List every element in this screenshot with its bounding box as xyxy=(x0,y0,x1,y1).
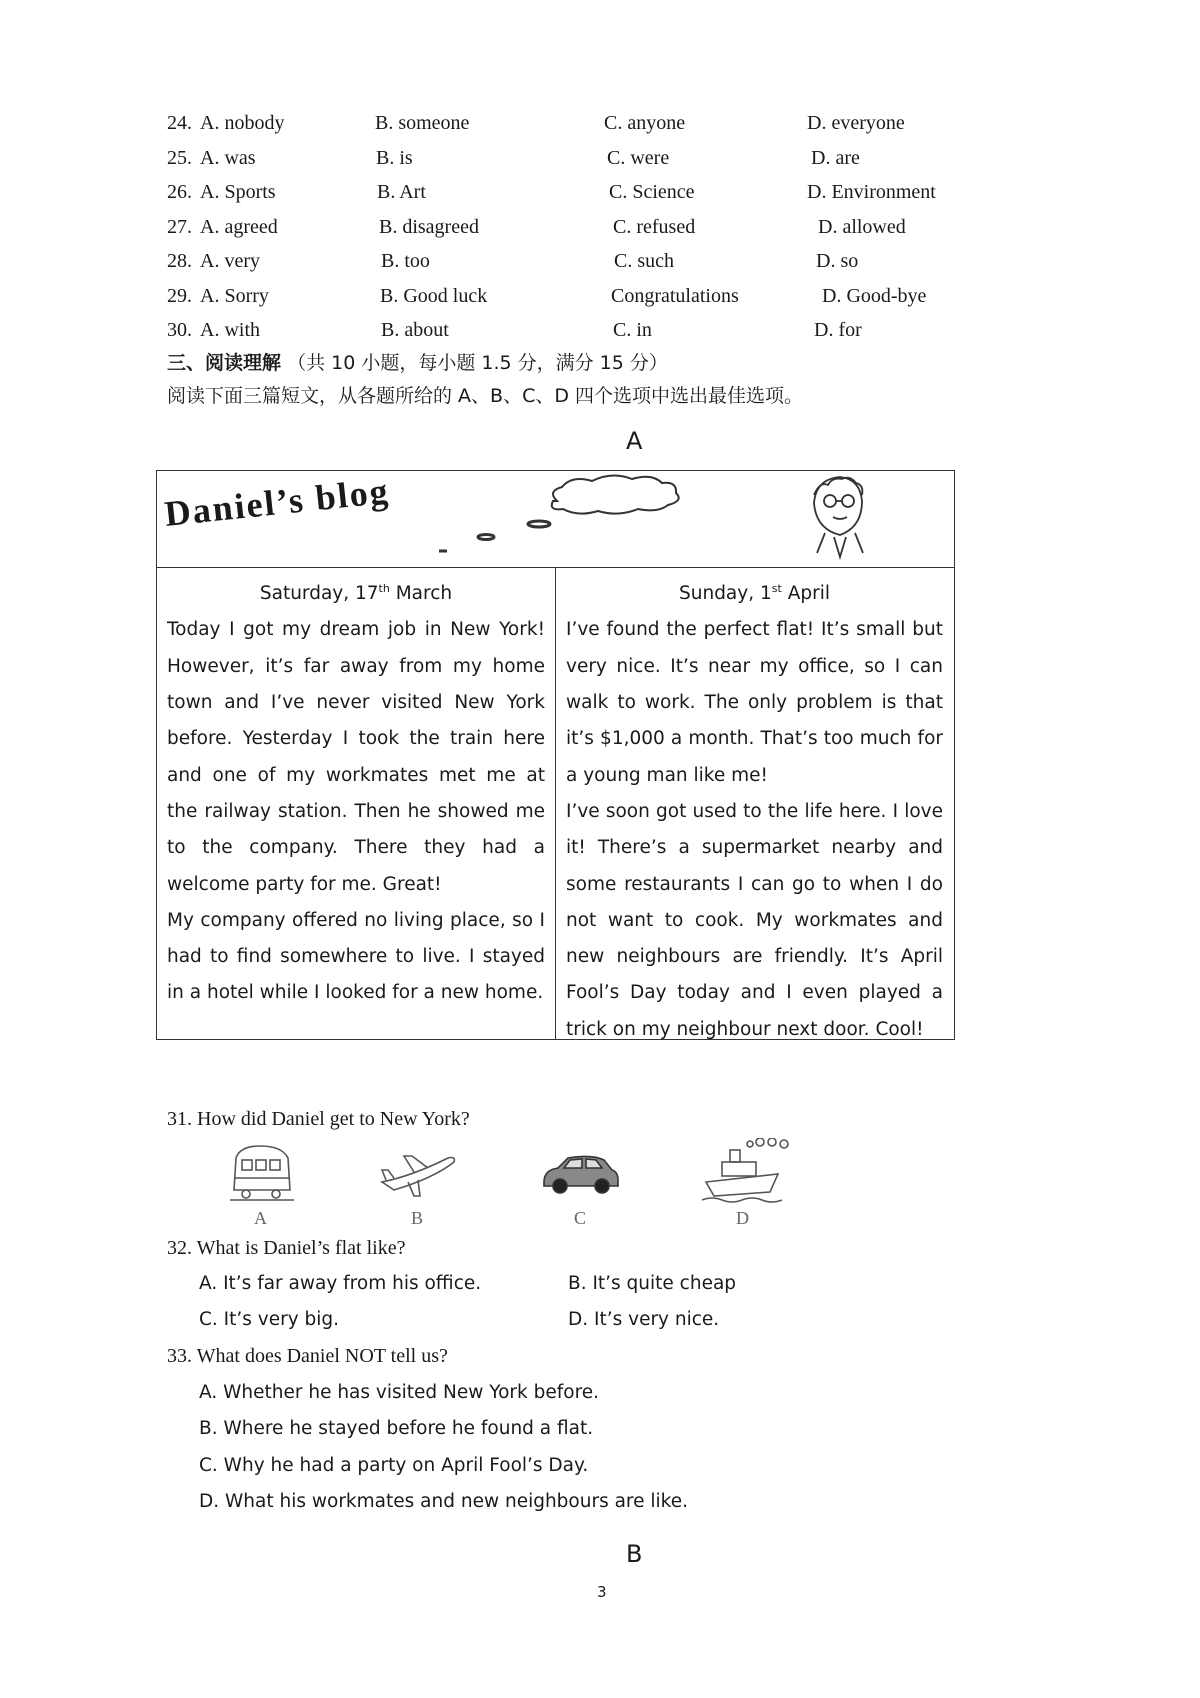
option-num: 24. xyxy=(167,112,192,134)
option-d: D. so xyxy=(816,250,859,272)
date-month: April xyxy=(781,583,830,605)
date-text: Sunday, 1 xyxy=(679,583,772,605)
passage-letter-a: A xyxy=(626,427,643,455)
option-b: B. about xyxy=(381,319,449,341)
man-portrait-icon xyxy=(814,477,863,557)
option-d: D. Environment xyxy=(807,181,936,203)
q32-option-b: B. It’s quite cheap xyxy=(568,1273,737,1294)
option-a: A. very xyxy=(200,250,260,272)
option-d: D. everyone xyxy=(807,112,905,134)
option-d: D. are xyxy=(811,147,860,169)
blog-entry-right xyxy=(556,567,953,1039)
blog-title: Daniel’s blog xyxy=(162,470,392,535)
q33-option-d: D. What his workmates and new neighbours are like. xyxy=(199,1491,688,1512)
blog-paragraph: Today I got my dream job in New York! However, it’s far away from my home town and I’ve never visited New York before. Yesterday I took the train here and one of my workmates met me at the railway station. Then he showed me to the company. There they had a welcome party for me. Great! xyxy=(167,619,545,895)
blog-date-right xyxy=(566,571,943,612)
option-num: 27. xyxy=(167,216,192,238)
ship-icon xyxy=(700,1138,796,1206)
option-b: B. is xyxy=(376,147,413,169)
option-a: A. nobody xyxy=(200,112,285,134)
passage-letter-b: B xyxy=(626,1540,643,1568)
option-c: C. in xyxy=(613,319,652,341)
option-d: D. for xyxy=(814,319,862,341)
option-a: A. Sports xyxy=(200,181,276,203)
section-instruction: 阅读下面三篇短文，从各题所给的 A、B、C、D 四个选项中选出最佳选项。 xyxy=(167,385,804,407)
option-num: 28. xyxy=(167,250,192,272)
option-c: C. Science xyxy=(609,181,695,203)
option-c: C. such xyxy=(614,250,674,272)
option-a: A. with xyxy=(200,319,260,341)
car-icon xyxy=(540,1138,620,1206)
option-c: Congratulations xyxy=(611,285,739,307)
option-b: B. Good luck xyxy=(380,285,488,307)
page-number: 3 xyxy=(597,1583,607,1601)
section-heading xyxy=(167,348,668,375)
blog-entry-left xyxy=(157,567,556,1039)
train-icon xyxy=(228,1138,298,1206)
question-31: 31. How did Daniel get to New York? xyxy=(167,1108,470,1130)
q33-option-c: C. Why he had a party on April Fool’s Day. xyxy=(199,1455,589,1476)
option-num: 26. xyxy=(167,181,192,203)
option-num: 30. xyxy=(167,319,192,341)
blog-box xyxy=(156,470,955,1040)
option-row-25 xyxy=(0,147,1200,181)
option-row-24 xyxy=(0,112,1200,146)
option-b: B. too xyxy=(381,250,430,272)
option-row-28 xyxy=(0,250,1200,284)
question-32: 32. What is Daniel’s flat like? xyxy=(167,1237,406,1259)
option-row-27 xyxy=(0,216,1200,250)
pic-label-b: B xyxy=(411,1208,424,1228)
option-d: D. Good-bye xyxy=(822,285,927,307)
blog-paragraph: My company offered no living place, so I had to find somewhere to live. I stayed in a hotel while I looked for a new home. xyxy=(167,909,545,1004)
option-b: B. disagreed xyxy=(379,216,479,238)
date-text: Saturday, 17 xyxy=(259,583,379,605)
date-month: March xyxy=(389,583,453,605)
blog-header xyxy=(157,471,954,568)
option-b: B. someone xyxy=(375,112,470,134)
blog-paragraph: I’ve soon got used to the life here. I love it! There’s a supermarket nearby and some restaurants I can go to when I do not want to cook. My workmates and new neighbours are friendly. It’s April Fool’s Day today and I even played a trick on my neighbour next door. Cool! xyxy=(566,800,943,1040)
airplane-icon xyxy=(378,1138,458,1206)
q32-option-a: A. It’s far away from his office. xyxy=(199,1273,482,1294)
question-33: 33. What does Daniel NOT tell us? xyxy=(167,1345,448,1367)
option-c: C. refused xyxy=(613,216,696,238)
q33-option-b: B. Where he stayed before he found a flat. xyxy=(199,1418,594,1439)
pic-label-c: C xyxy=(574,1208,587,1228)
option-row-26 xyxy=(0,181,1200,215)
date-suffix: st xyxy=(771,582,782,595)
section-note: （共 10 小题，每小题 1.5 分，满分 15 分） xyxy=(287,352,668,374)
blog-paragraph: I’ve found the perfect flat! It’s small but very nice. It’s near my office, so I can walk to work. The only problem is that it’s $1,000 a month. That’s too much for a young man like me! xyxy=(566,619,943,786)
option-b: B. Art xyxy=(377,181,426,203)
option-num: 29. xyxy=(167,285,192,307)
cloud-icon xyxy=(552,475,679,513)
q33-option-a: A. Whether he has visited New York before. xyxy=(199,1382,600,1403)
blog-header-doodles xyxy=(157,471,956,567)
pic-label-d: D xyxy=(736,1208,749,1228)
option-c: C. anyone xyxy=(604,112,686,134)
date-suffix: th xyxy=(378,582,390,595)
q32-option-d: D. It’s very nice. xyxy=(568,1309,720,1330)
option-d: D. allowed xyxy=(818,216,906,238)
section-title: 三、阅读理解 xyxy=(167,352,282,374)
option-c: C. were xyxy=(607,147,670,169)
blog-date-left xyxy=(167,571,545,612)
option-a: A. was xyxy=(200,147,256,169)
option-a: A. agreed xyxy=(200,216,278,238)
q32-option-c: C. It’s very big. xyxy=(199,1309,340,1330)
option-num: 25. xyxy=(167,147,192,169)
option-row-29 xyxy=(0,285,1200,319)
dash-marks xyxy=(439,521,550,551)
option-a: A. Sorry xyxy=(200,285,269,307)
pic-label-a: A xyxy=(254,1208,267,1228)
